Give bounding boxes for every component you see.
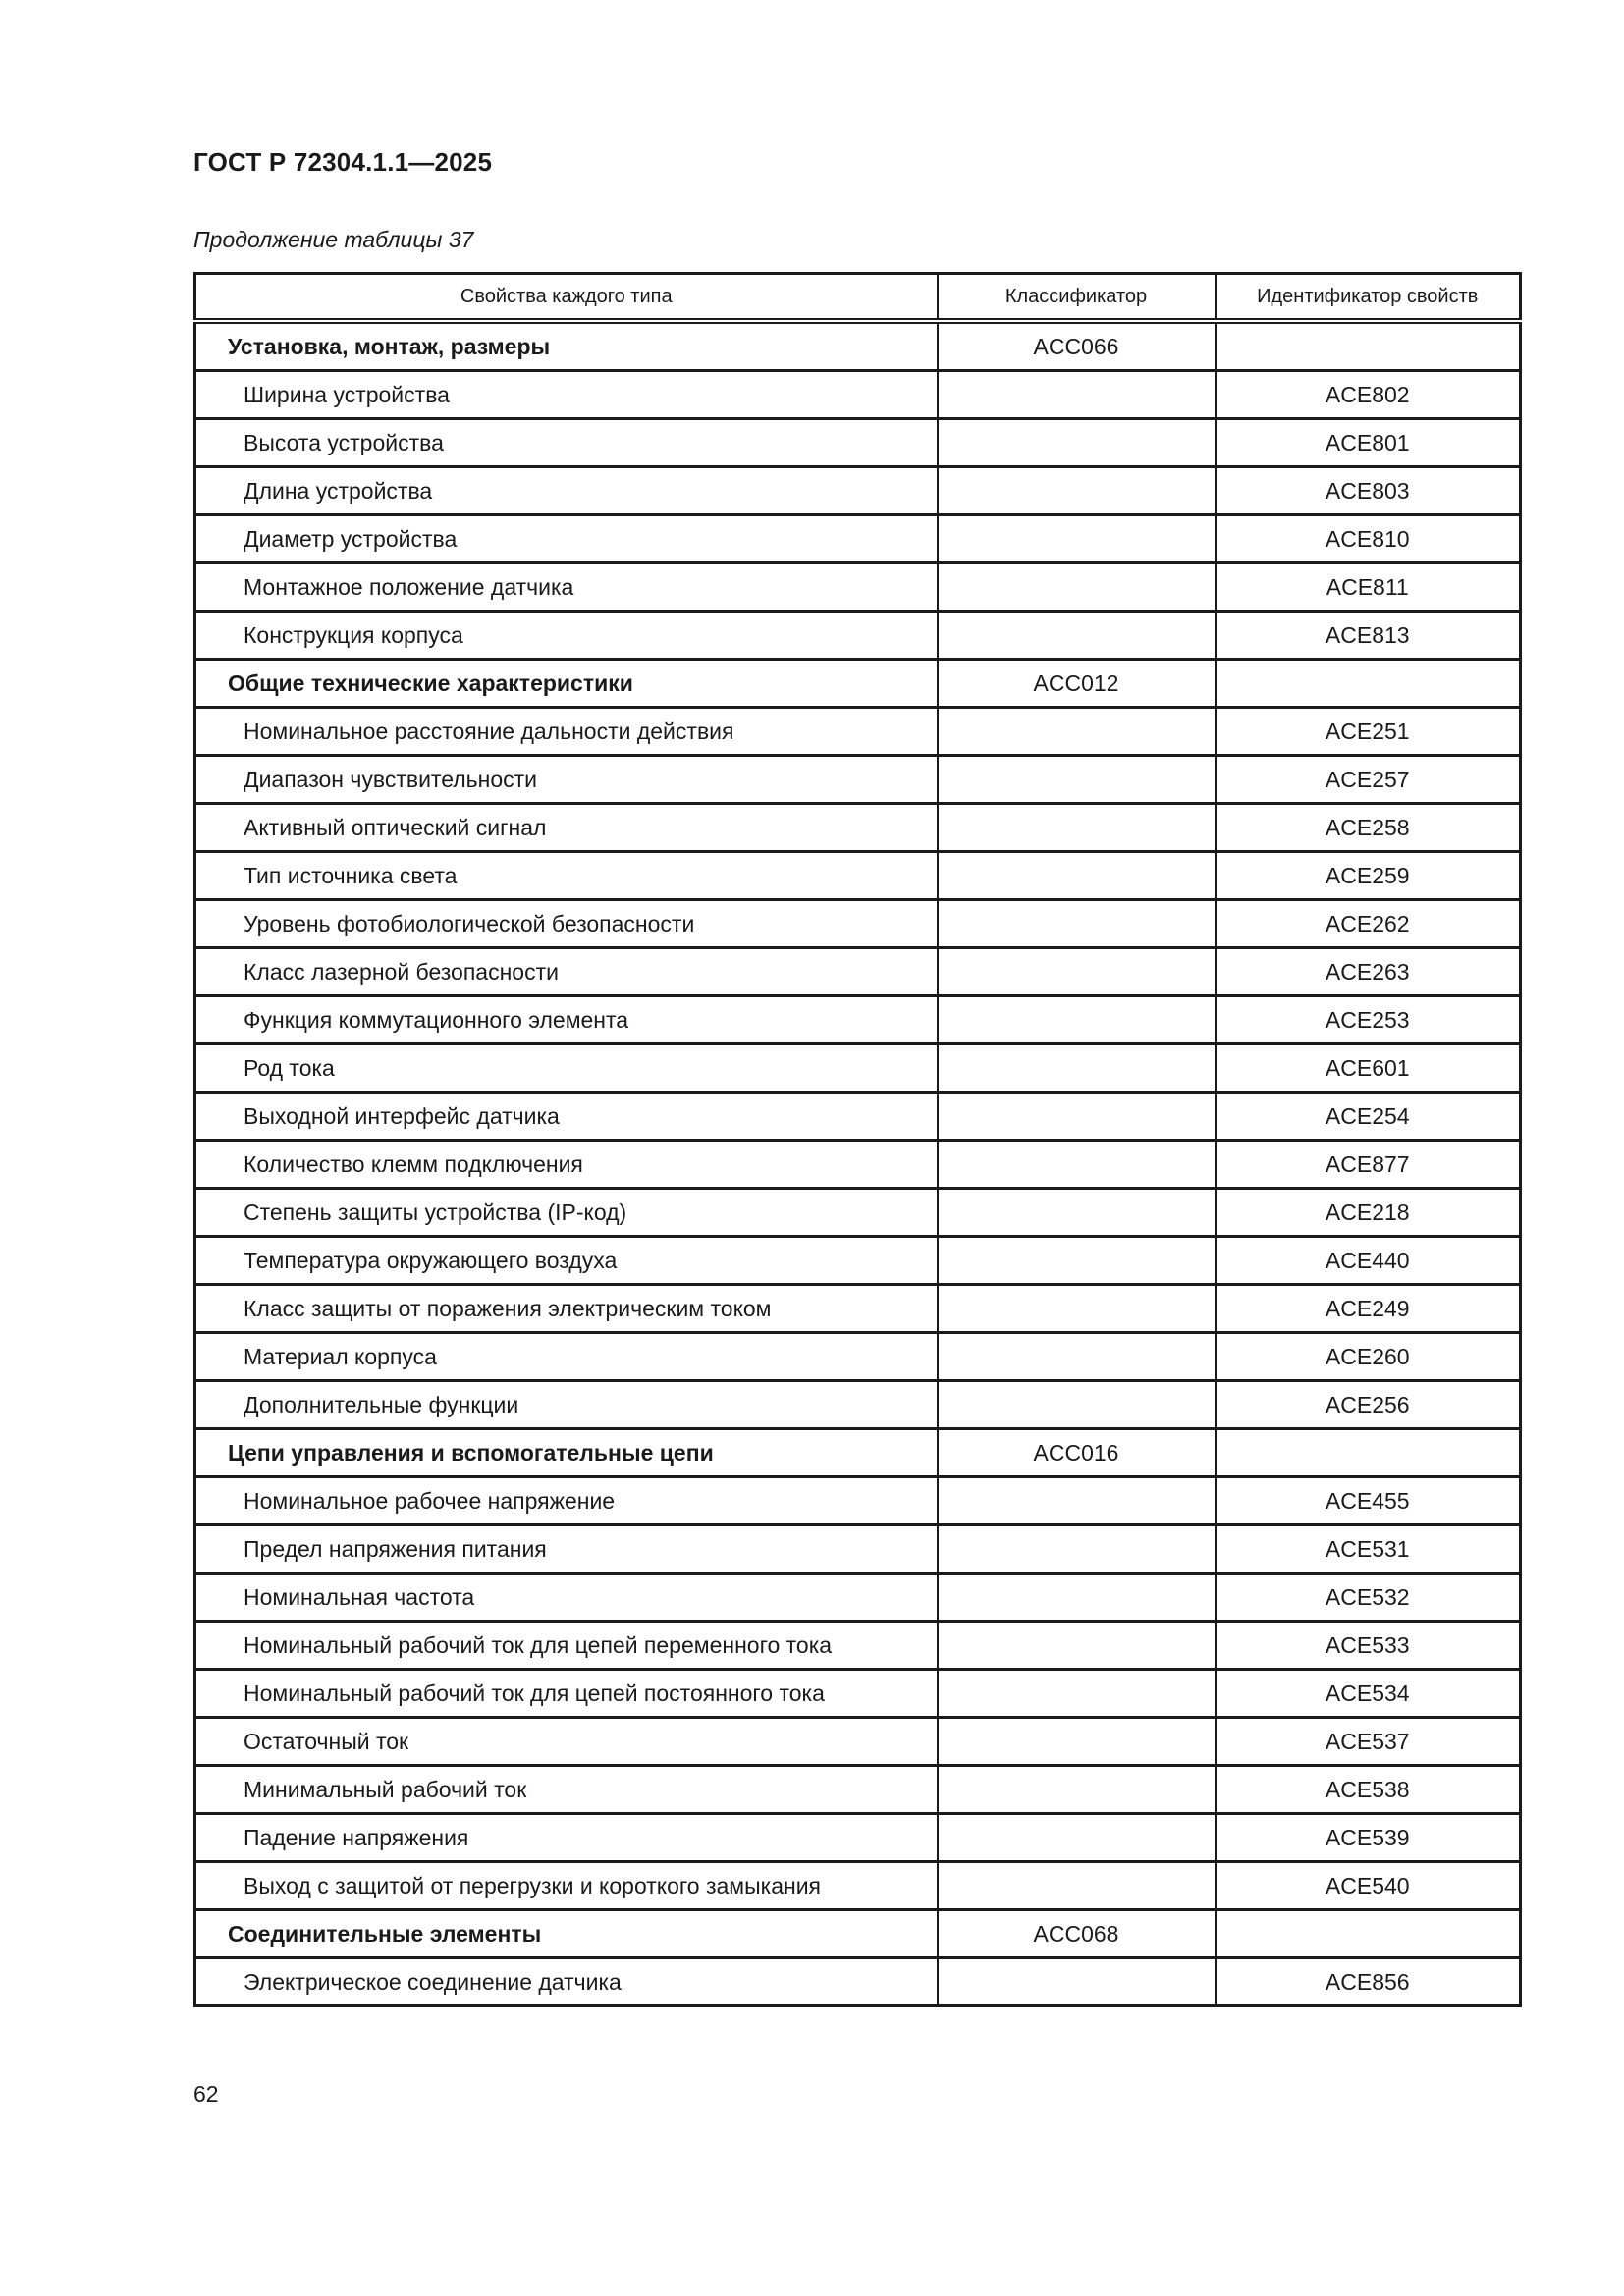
property-name-cell: Общие технические характеристики [195,660,938,708]
classifier-cell [938,1381,1216,1429]
table-row [195,1141,1521,1189]
property-name-cell: Конструкция корпуса [195,612,938,660]
identifier-cell: ACE801 [1216,419,1521,467]
column-header-properties: Свойства каждого типа [195,274,938,322]
property-name-cell: Предел напряжения питания [195,1525,938,1574]
table-row [195,1093,1521,1141]
identifier-cell [1216,1429,1521,1477]
property-name-cell: Выходной интерфейс датчика [195,1093,938,1141]
table-body [195,321,1521,2006]
property-name-cell: Функция коммутационного элемента [195,996,938,1044]
property-name-cell: Цепи управления и вспомогательные цепи [195,1429,938,1477]
table-row [195,563,1521,612]
classifier-cell [938,900,1216,948]
column-header-identifier: Идентификатор свойств [1216,274,1521,322]
table-row [195,1525,1521,1574]
property-name-cell: Выход с защитой от перегрузки и короткого замыкания [195,1862,938,1910]
table-row [195,1189,1521,1237]
identifier-cell: ACE537 [1216,1718,1521,1766]
identifier-cell: ACE540 [1216,1862,1521,1910]
classifier-cell [938,467,1216,515]
table-row [195,467,1521,515]
identifier-cell: ACE531 [1216,1525,1521,1574]
property-name-cell: Соединительные элементы [195,1910,938,1958]
property-name-cell: Класс лазерной безопасности [195,948,938,996]
classifier-cell [938,563,1216,612]
classifier-cell [938,756,1216,804]
identifier-cell: ACE856 [1216,1958,1521,2006]
identifier-cell: ACE262 [1216,900,1521,948]
identifier-cell: ACE253 [1216,996,1521,1044]
property-name-cell: Номинальное рабочее напряжение [195,1477,938,1525]
property-name-cell: Номинальная частота [195,1574,938,1622]
table-row [195,804,1521,852]
table-row [195,1862,1521,1910]
table-group-row [195,1429,1521,1477]
property-name-cell: Диаметр устройства [195,515,938,563]
identifier-cell: ACE532 [1216,1574,1521,1622]
identifier-cell: ACE263 [1216,948,1521,996]
identifier-cell: ACE251 [1216,708,1521,756]
classifier-cell [938,948,1216,996]
classifier-cell [938,804,1216,852]
classifier-cell [938,1574,1216,1622]
classifier-cell [938,1141,1216,1189]
classifier-cell [938,1814,1216,1862]
table-row [195,1285,1521,1333]
classifier-cell: ACC066 [938,321,1216,371]
property-name-cell: Падение напряжения [195,1814,938,1862]
table-group-row [195,321,1521,371]
identifier-cell: ACE260 [1216,1333,1521,1381]
table-header-row [195,274,1521,322]
properties-table [193,272,1522,2007]
classifier-cell: ACC068 [938,1910,1216,1958]
identifier-cell: ACE258 [1216,804,1521,852]
table-row [195,1381,1521,1429]
property-name-cell: Активный оптический сигнал [195,804,938,852]
property-name-cell: Установка, монтаж, размеры [195,321,938,371]
classifier-cell [938,612,1216,660]
classifier-cell [938,1622,1216,1670]
table-row [195,1622,1521,1670]
classifier-cell [938,1718,1216,1766]
column-header-classifier: Классификатор [938,274,1216,322]
identifier-cell: ACE803 [1216,467,1521,515]
table-row [195,1333,1521,1381]
classifier-cell [938,371,1216,419]
table-row [195,612,1521,660]
classifier-cell [938,1333,1216,1381]
table-row [195,419,1521,467]
identifier-cell: ACE534 [1216,1670,1521,1718]
property-name-cell: Высота устройства [195,419,938,467]
identifier-cell: ACE533 [1216,1622,1521,1670]
classifier-cell [938,1237,1216,1285]
identifier-cell [1216,321,1521,371]
table-row [195,948,1521,996]
property-name-cell: Минимальный рабочий ток [195,1766,938,1814]
property-name-cell: Монтажное положение датчика [195,563,938,612]
table-row [195,371,1521,419]
classifier-cell [938,708,1216,756]
identifier-cell: ACE257 [1216,756,1521,804]
identifier-cell: ACE802 [1216,371,1521,419]
classifier-cell [938,1189,1216,1237]
table-group-row [195,660,1521,708]
property-name-cell: Тип источника света [195,852,938,900]
table-row [195,1044,1521,1093]
table-row [195,1814,1521,1862]
identifier-cell: ACE539 [1216,1814,1521,1862]
property-name-cell: Количество клемм подключения [195,1141,938,1189]
identifier-cell: ACE259 [1216,852,1521,900]
property-name-cell: Остаточный ток [195,1718,938,1766]
table-row [195,515,1521,563]
property-name-cell: Ширина устройства [195,371,938,419]
property-name-cell: Электрическое соединение датчика [195,1958,938,2006]
classifier-cell [938,1044,1216,1093]
classifier-cell [938,1093,1216,1141]
table-group-row [195,1910,1521,1958]
identifier-cell: ACE455 [1216,1477,1521,1525]
identifier-cell: ACE810 [1216,515,1521,563]
property-name-cell: Длина устройства [195,467,938,515]
identifier-cell: ACE218 [1216,1189,1521,1237]
identifier-cell: ACE254 [1216,1093,1521,1141]
table-row [195,1574,1521,1622]
table-row [195,1670,1521,1718]
property-name-cell: Номинальное расстояние дальности действия [195,708,938,756]
document-code: ГОСТ Р 72304.1.1—2025 [193,147,493,177]
table-row [195,900,1521,948]
identifier-cell: ACE811 [1216,563,1521,612]
property-name-cell: Номинальный рабочий ток для цепей постоянного тока [195,1670,938,1718]
property-name-cell: Температура окружающего воздуха [195,1237,938,1285]
classifier-cell [938,1766,1216,1814]
table-row [195,708,1521,756]
table-row [195,1766,1521,1814]
identifier-cell [1216,1910,1521,1958]
identifier-cell: ACE877 [1216,1141,1521,1189]
property-name-cell: Класс защиты от поражения электрическим током [195,1285,938,1333]
identifier-cell: ACE538 [1216,1766,1521,1814]
identifier-cell: ACE256 [1216,1381,1521,1429]
page-number: 62 [193,2081,219,2107]
property-name-cell: Степень защиты устройства (IP-код) [195,1189,938,1237]
identifier-cell: ACE601 [1216,1044,1521,1093]
classifier-cell [938,1958,1216,2006]
identifier-cell: ACE440 [1216,1237,1521,1285]
classifier-cell [938,1525,1216,1574]
property-name-cell: Дополнительные функции [195,1381,938,1429]
property-name-cell: Номинальный рабочий ток для цепей переменного тока [195,1622,938,1670]
table-row [195,852,1521,900]
table-row [195,756,1521,804]
classifier-cell [938,852,1216,900]
classifier-cell [938,996,1216,1044]
classifier-cell [938,419,1216,467]
property-name-cell: Род тока [195,1044,938,1093]
table-row [195,1237,1521,1285]
identifier-cell: ACE813 [1216,612,1521,660]
table-row [195,1958,1521,2006]
property-name-cell: Уровень фотобиологической безопасности [195,900,938,948]
classifier-cell: ACC016 [938,1429,1216,1477]
classifier-cell [938,1285,1216,1333]
table-row [195,1477,1521,1525]
table-row [195,1718,1521,1766]
table-row [195,996,1521,1044]
classifier-cell [938,515,1216,563]
identifier-cell [1216,660,1521,708]
classifier-cell: ACC012 [938,660,1216,708]
table-caption: Продолжение таблицы 37 [193,227,474,252]
classifier-cell [938,1670,1216,1718]
property-name-cell: Диапазон чувствительности [195,756,938,804]
classifier-cell [938,1862,1216,1910]
identifier-cell: ACE249 [1216,1285,1521,1333]
classifier-cell [938,1477,1216,1525]
property-name-cell: Материал корпуса [195,1333,938,1381]
